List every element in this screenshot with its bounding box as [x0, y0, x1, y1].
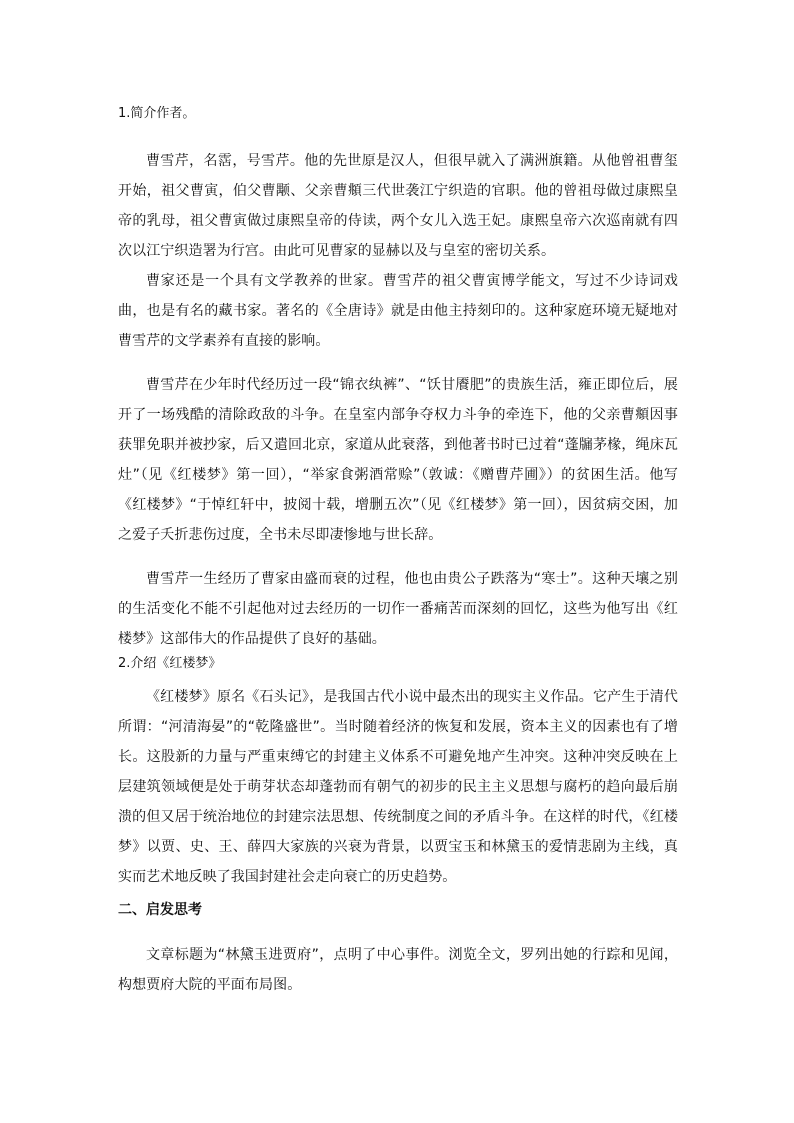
paragraph-literary-family: 曹家还是一个具有文学教养的世家。曹雪芹的祖父曹寅博学能文，写过不少诗词戏曲，也是有名的藏书家。著名的《全唐诗》就是由他主持刻印的。这种家庭环境无疑地对曹雪芹的文学素养有直接的影响。 — [118, 273, 678, 349]
paragraph-author-family: 曹雪芹，名霑，号雪芹。他的先世原是汉人，但很早就入了满洲旗籍。从他曾祖曹玺开始，祖父曹寅，伯父曹颙、父亲曹頫三代世袭江宁织造的官职。他的曾祖母做过康熙皇帝的乳母，祖父曹寅做过康熙皇帝的侍读，两个女儿入选王妃。康熙皇帝六次巡南就有四次以江宁织造署为行宫。由此可见曹家的显赫以及与皇室的密切关系。 — [118, 153, 678, 259]
section-heading-thinking: 二、启发思考 — [118, 902, 202, 918]
paragraph-life-change: 曹雪芹一生经历了曹家由盛而衰的过程，他也由贵公子跌落为“寒士”。这种天壤之别的生活变化不能不引起他对过去经历的一切作一番痛苦而深刻的回忆，这些为他写出《红楼梦》这部伟大的作品提供了良好的基础。 — [118, 571, 678, 647]
section-heading-novel: 2.介绍《红楼梦》 — [118, 656, 222, 671]
paragraph-thinking-task: 文章标题为“林黛玉进贾府”，点明了中心事件。浏览全文，罗列出她的行踪和见闻，构想贾府大院的平面布局图。 — [118, 947, 678, 993]
document-content — [118, 104, 678, 1000]
paragraph-youth-decline: 曹雪芹在少年时代经历过一段“锦衣纨裤”、“饫甘餍肥”的贵族生活，雍正即位后，展开了一场残酷的清除政敌的斗争。在皇室内部争夺权力斗争的牵连下，他的父亲曹頫因事获罪免职并被抄家，后又遣回北京，家道从此衰落，到他著书时已过着“蓬牖茅椽，绳床瓦灶”（见《红楼梦》第一回），“举家食粥酒常赊”（敦诚：《赠曹芹圃》）的贫困生活。他写《红楼梦》“于悼红轩中，披阅十载，增删五次”（见《红楼梦》第一回），因贫病交困，加之爱子夭折悲伤过度，全书未尽即凄惨地与世长辞。 — [118, 377, 678, 543]
paragraph-novel-intro: 《红楼梦》原名《石头记》，是我国古代小说中最杰出的现实主义作品。它产生于清代所谓：“河清海晏”的“乾隆盛世”。当时随着经济的恢复和发展，资本主义的因素也有了增长。这股新的力量与严重束缚它的封建主义体系不可避免地产生冲突。这种冲突反映在上层建筑领域便是处于萌芽状态却蓬勃而有朝气的初步的民主主义思想与腐朽的趋向最后崩溃的但又居于统治地位的封建宗法思想、传统制度之间的矛盾斗争。在这样的时代，《红楼梦》以贾、史、王、薛四大家族的兴衰为背景，以贾宝玉和林黛玉的爱情悲剧为主线，真实而艺术地反映了我国封建社会走向衰亡的历史趋势。 — [118, 689, 678, 885]
section-heading-author: 1.简介作者。 — [118, 106, 196, 121]
